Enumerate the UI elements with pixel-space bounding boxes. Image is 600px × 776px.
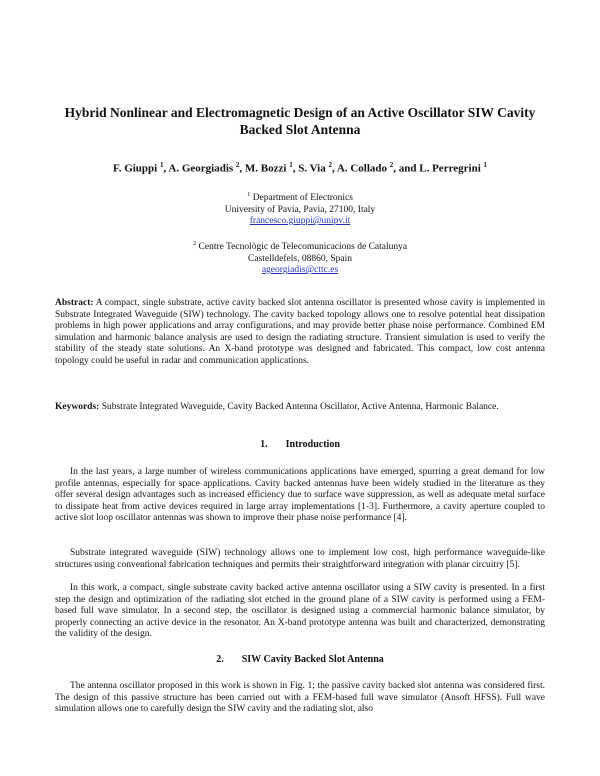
abstract-text: A compact, single substrate, active cavity backed slot antenna oscillator is presented whose cavity is implemented in Substrate Integrated Waveguide (SIW) technology. The cavity backed topology allows one to resolve potential heat dissipation problems in high power applications and array configurations, and may provide better phase noise performance. Combined EM simulation and harmonic balance analysis are used to design the radiating structure. Transient simulation is used to verify the stability of the steady state solutions. An X-band prototype was designed and fabricated. This compact, low cost antenna topology could be useful in radar and communication applications. — [55, 298, 545, 366]
author-name: L. Perregrini — [419, 162, 481, 175]
author-affiliation-mark: 1 — [483, 161, 487, 169]
affiliation-2 — [100, 238, 500, 277]
keywords — [55, 402, 545, 414]
affiliation-1 — [100, 189, 500, 228]
author-name: F. Giuppi — [112, 162, 158, 175]
section-number: 2. — [216, 654, 224, 665]
author-name: S. Via — [298, 162, 326, 175]
abstract — [55, 298, 545, 367]
author-name: A. Georgiadis — [168, 162, 234, 175]
email-link[interactable]: francesco.giuppi@unipv.it — [249, 216, 351, 227]
keywords-text: Substrate Integrated Waveguide, Cavity Backed Antenna Oscillator, Active Antenna, Harmonic Balance. — [101, 402, 499, 412]
author-list: F. Giuppi $^1$, A. Georgiadis $^2$, M. Bozzi $^1$, S. Via $^2$, A. Collado $^2$, and L. Perregrini $^1$ — [112, 161, 487, 175]
author-affiliation-mark: 1 — [159, 161, 164, 169]
paper-title: Hybrid Nonlinear and Electromagnetic Design of an Active Oscillator SIW Cavity Backed Slot Antenna — [64, 105, 536, 137]
author-affiliation-mark: 2 — [235, 161, 240, 169]
keywords-label: Keywords: — [55, 402, 100, 412]
affiliation-address: University of Pavia, Pavia, 27100, Italy — [224, 204, 376, 215]
section-title: SIW Cavity Backed Slot Antenna — [241, 654, 384, 665]
author-name: A. Collado — [336, 162, 387, 175]
section-heading-siw-cavity — [55, 654, 545, 666]
author-affiliation-mark: 1 — [289, 161, 293, 169]
author-name: M. Bozzi — [244, 162, 287, 175]
intro-paragraph: Substrate integrated waveguide (SIW) technology allows one to implement low cost, high performance waveguide-like structures using conventional fabrication techniques and permits their straightforward integration with planar circuitry [5]. — [55, 548, 545, 570]
author-affiliation-mark: 2 — [328, 161, 332, 169]
affiliation-number: 2 — [192, 240, 197, 247]
section-number: 1. — [260, 439, 268, 450]
abstract-label: Abstract: — [55, 298, 94, 308]
affiliation-address: Castelldefels, 08860, Spain — [248, 253, 352, 264]
author-affiliation-mark: 2 — [389, 161, 394, 169]
affiliation-department: Department of Electronics — [252, 193, 353, 204]
section-heading-introduction — [55, 439, 545, 451]
section2-paragraph: The antenna oscillator proposed in this work is shown in Fig. 1; the passive cavity backed slot antenna was considered first. The design of this passive structure has been carried out with a FEM-based full wave simulator (Ansoft HFSS). Full wave simulation allows one to carefully design the SIW cavity and the radiating slot, also — [55, 681, 545, 714]
email-link[interactable]: ageorgiadis@cttc.es — [261, 265, 339, 276]
section-title: Introduction — [285, 439, 340, 450]
affiliation-department: Centre Tecnològic de Telecomunicacions de Catalunya — [198, 242, 408, 253]
intro-paragraph: In this work, a compact, single substrate cavity backed active antenna oscillator using a SIW cavity is presented. In a first step the design and optimization of the radiating slot etched in the ground plane of a SIW cavity is performed using a FEM-based full wave simulator. In a second step, the oscillator is designed using a commercial harmonic balance simulator, by properly connecting an active device in the resonator. An X-band prototype antenna was built and characterized, demonstrating the validity of the design. — [55, 583, 545, 639]
affiliation-number: 1 — [247, 191, 251, 198]
intro-paragraph: In the last years, a large number of wireless communications applications have emerged, spurring a great demand for low profile antennas, especially for space applications. Cavity backed antennas have been widely studied in the literature as they offer several design advantages such as increased efficiency due to surface wave suppression, as well as adequate metal surface to dissipate heat from active devices required in large array implementations [1-3]. Furthermore, a cavity aperture coupled to active slot loop oscillator antennas was shown to improve their phase noise performance [4]. — [55, 467, 545, 523]
